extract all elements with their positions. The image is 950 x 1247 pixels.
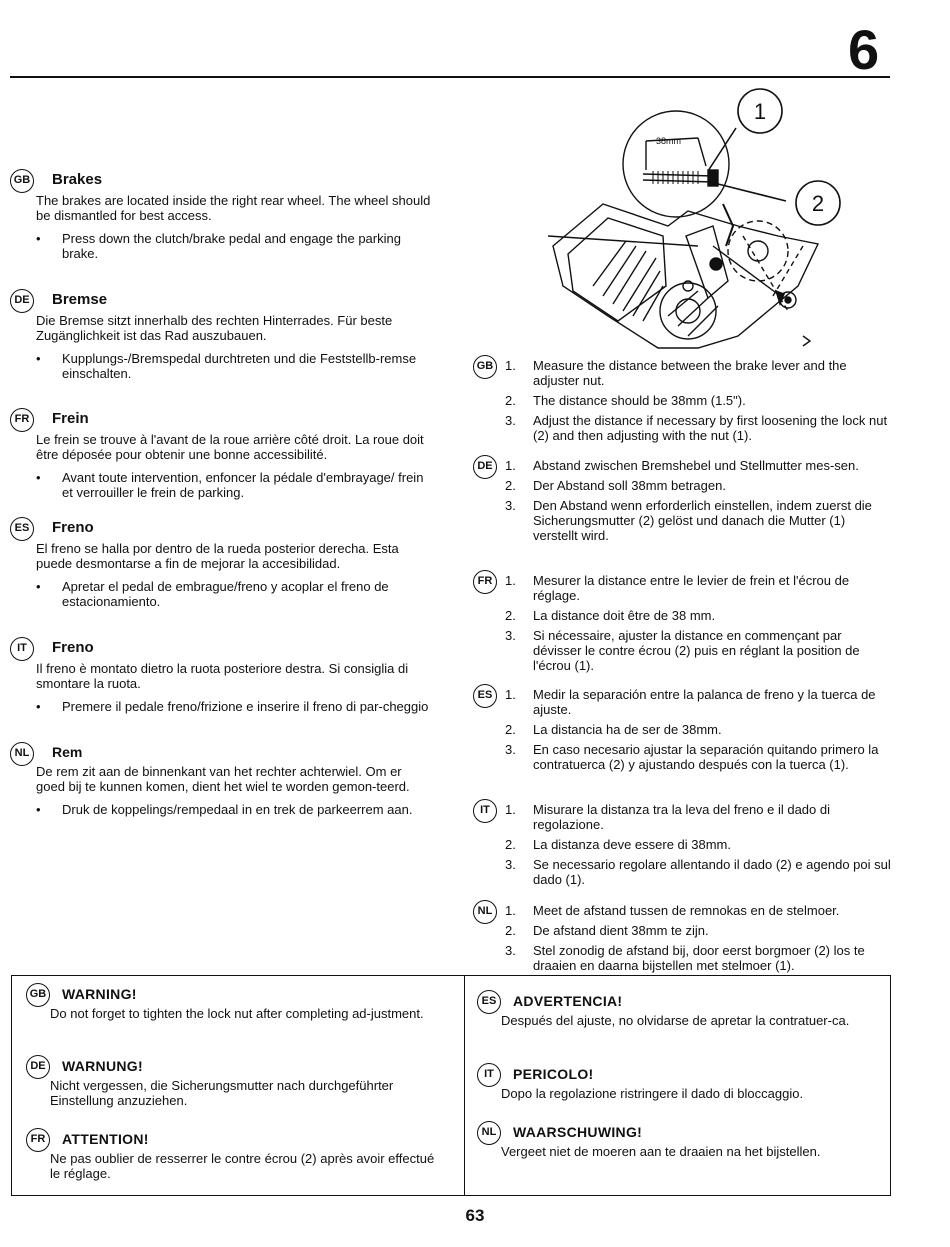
warning-fr	[30, 1131, 442, 1181]
step-item: 2. La distancia ha de ser de 38mm.	[505, 722, 722, 737]
section-title: Freno	[52, 639, 94, 656]
step-item: 1. Mesurer la distance entre le levier de frein et l'écrou de réglage.	[505, 573, 850, 603]
top-rule	[10, 76, 890, 78]
lang-badge-nl: NL	[473, 900, 497, 924]
step-item: 3. En caso necesario ajustar la separación quitando primero la contratuerca (2) y ajustando después con la tuerca (1).	[505, 742, 879, 772]
bullet-item: • Premere il pedale freno/frizione e inserire il freno di par-cheggio	[36, 699, 432, 714]
chapter-number: 6	[848, 18, 880, 81]
section-title: Rem	[52, 744, 83, 760]
step-item: 3. Si nécessaire, ajuster la distance en commençant par dévisser le contre écrou (2) puis en réglant la position de l'écrou (1).	[505, 628, 860, 673]
bullet-item: • Apretar el pedal de embrague/freno y acoplar el freno de estacionamiento.	[36, 579, 432, 609]
section-text: Le frein se trouve à l'avant de la roue arrière côté droit. La roue doit être déposée pour obtenir une bonne accessibilité.	[36, 432, 424, 462]
warning-text: Vergeet niet de moeren aan te draaien na het bijstellen.	[501, 1144, 821, 1159]
lang-badge-fr: FR	[10, 408, 34, 432]
warning-text: Después del ajuste, no olvidarse de apretar la contratuer-ca.	[501, 1013, 850, 1028]
step-item: 1. Medir la separación entre la palanca de freno y la tuerca de ajuste.	[505, 687, 876, 717]
lang-badge-gb: GB	[10, 169, 34, 193]
section-title: Brakes	[52, 171, 103, 188]
warning-title: WARNING!	[62, 986, 137, 1002]
lang-badge-fr: FR	[26, 1128, 50, 1152]
step-item: 2. The distance should be 38mm (1.5").	[505, 393, 746, 408]
warning-de	[30, 1058, 442, 1108]
section-text: De rem zit aan de binnenkant van het rechter achterwiel. Om er goed bij te kunnen komen, dient het wiel te worden gemon-teerd.	[36, 764, 410, 794]
section-title: Bremse	[52, 291, 108, 308]
warning-text: Ne pas oublier de resserrer le contre écrou (2) après avoir effectué le réglage.	[50, 1151, 435, 1181]
warning-title: ADVERTENCIA!	[513, 993, 623, 1009]
warning-box-divider	[464, 975, 465, 1196]
bullet-item: • Avant toute intervention, enfoncer la pédale d'embrayage/ frein et verrouiller le frein de parking.	[36, 470, 432, 500]
lang-badge-gb: GB	[473, 355, 497, 379]
lang-badge-nl: NL	[10, 742, 34, 766]
adjust-steps-fr	[477, 573, 893, 678]
warning-title: WAARSCHUWING!	[513, 1124, 643, 1140]
lang-badge-it: IT	[10, 637, 34, 661]
lang-badge-it: IT	[473, 799, 497, 823]
bullet-item: • Press down the clutch/brake pedal and engage the parking brake.	[36, 231, 432, 261]
lang-badge-nl: NL	[477, 1121, 501, 1145]
lang-badge-es: ES	[473, 684, 497, 708]
callout-1-label: 1	[753, 99, 767, 124]
lang-badge-de: DE	[473, 455, 497, 479]
bullet-item: • Druk de koppelings/rempedaal in en trek de parkeerrem aan.	[36, 802, 432, 817]
step-item: 1. Measure the distance between the brake lever and the adjuster nut.	[505, 358, 847, 388]
adjust-steps-de	[477, 458, 893, 548]
adjust-steps-es	[477, 687, 893, 777]
callout-2-label: 2	[811, 191, 825, 216]
adjust-steps-nl	[477, 903, 893, 978]
step-item: 1. Misurare la distanza tra la leva del freno e il dado di regolazione.	[505, 802, 830, 832]
step-item: 3. Adjust the distance if necessary by first loosening the lock nut (2) and then adjusting with the nut (1).	[505, 413, 888, 443]
warning-title: PERICOLO!	[513, 1066, 594, 1082]
section-text: Die Bremse sitzt innerhalb des rechten Hinterrades. Für beste Zugänglichkeit ist das Rad auszubauen.	[36, 313, 393, 343]
section-title: Frein	[52, 410, 89, 427]
lang-badge-es: ES	[477, 990, 501, 1014]
lang-badge-de: DE	[10, 289, 34, 313]
measurement-label: 38mm	[656, 136, 682, 146]
warning-text: Nicht vergessen, die Sicherungsmutter nach durchgeführter Einstellung anzuziehen.	[50, 1078, 394, 1108]
warning-nl	[481, 1124, 893, 1159]
warning-text: Dopo la regolazione ristringere il dado di bloccaggio.	[501, 1086, 804, 1101]
lang-badge-gb: GB	[26, 983, 50, 1007]
warning-title: WARNUNG!	[62, 1058, 143, 1074]
brake-adjustment-diagram	[548, 86, 893, 354]
warning-es	[481, 993, 893, 1028]
warning-gb	[29, 986, 442, 1021]
lang-badge-de: DE	[26, 1055, 50, 1079]
lang-badge-fr: FR	[473, 570, 497, 594]
warning-text: Do not forget to tighten the lock nut after completing ad-justment.	[50, 1006, 424, 1021]
step-item: 1. Meet de afstand tussen de remnokas en de stelmoer.	[505, 903, 840, 918]
section-title: Freno	[52, 519, 94, 536]
section-text: El freno se halla por dentro de la rueda posterior derecha. Esta puede desmontarse a fin de mejorar la accesibilidad.	[36, 541, 399, 571]
section-text: The brakes are located inside the right rear wheel. The wheel should be dismantled for best access.	[36, 193, 431, 223]
step-item: 2. La distanza deve essere di 38mm.	[505, 837, 731, 852]
bullet-item: • Kupplungs-/Bremspedal durchtreten und die Feststellb-remse einschalten.	[36, 351, 432, 381]
lang-badge-it: IT	[477, 1063, 501, 1087]
step-item: 2. De afstand dient 38mm te zijn.	[505, 923, 709, 938]
step-item: 2. La distance doit être de 38 mm.	[505, 608, 716, 623]
step-item: 1. Abstand zwischen Bremshebel und Stellmutter mes-sen.	[505, 458, 859, 473]
step-item: 3. Stel zonodig de afstand bij, door eerst borgmoer (2) los te draaien en daarna bijstellen met stelmoer (1).	[505, 943, 865, 973]
page-number: 63	[465, 1206, 485, 1225]
step-item: 3. Den Abstand wenn erforderlich einstellen, indem zuerst die Sicherungsmutter (2) gelöst und danach die Mutter (1) verstellt wird.	[505, 498, 872, 543]
lang-badge-es: ES	[10, 517, 34, 541]
warning-it	[484, 1066, 893, 1101]
step-item: 2. Der Abstand soll 38mm betragen.	[505, 478, 726, 493]
warning-title: ATTENTION!	[62, 1131, 149, 1147]
step-item: 3. Se necessario regolare allentando il dado (2) e agendo poi sul dado (1).	[505, 857, 891, 887]
adjust-steps-gb	[476, 358, 893, 448]
section-text: Il freno è montato dietro la ruota posteriore destra. Si consiglia di smontare la ruota.	[36, 661, 409, 691]
adjust-steps-it	[480, 802, 893, 892]
